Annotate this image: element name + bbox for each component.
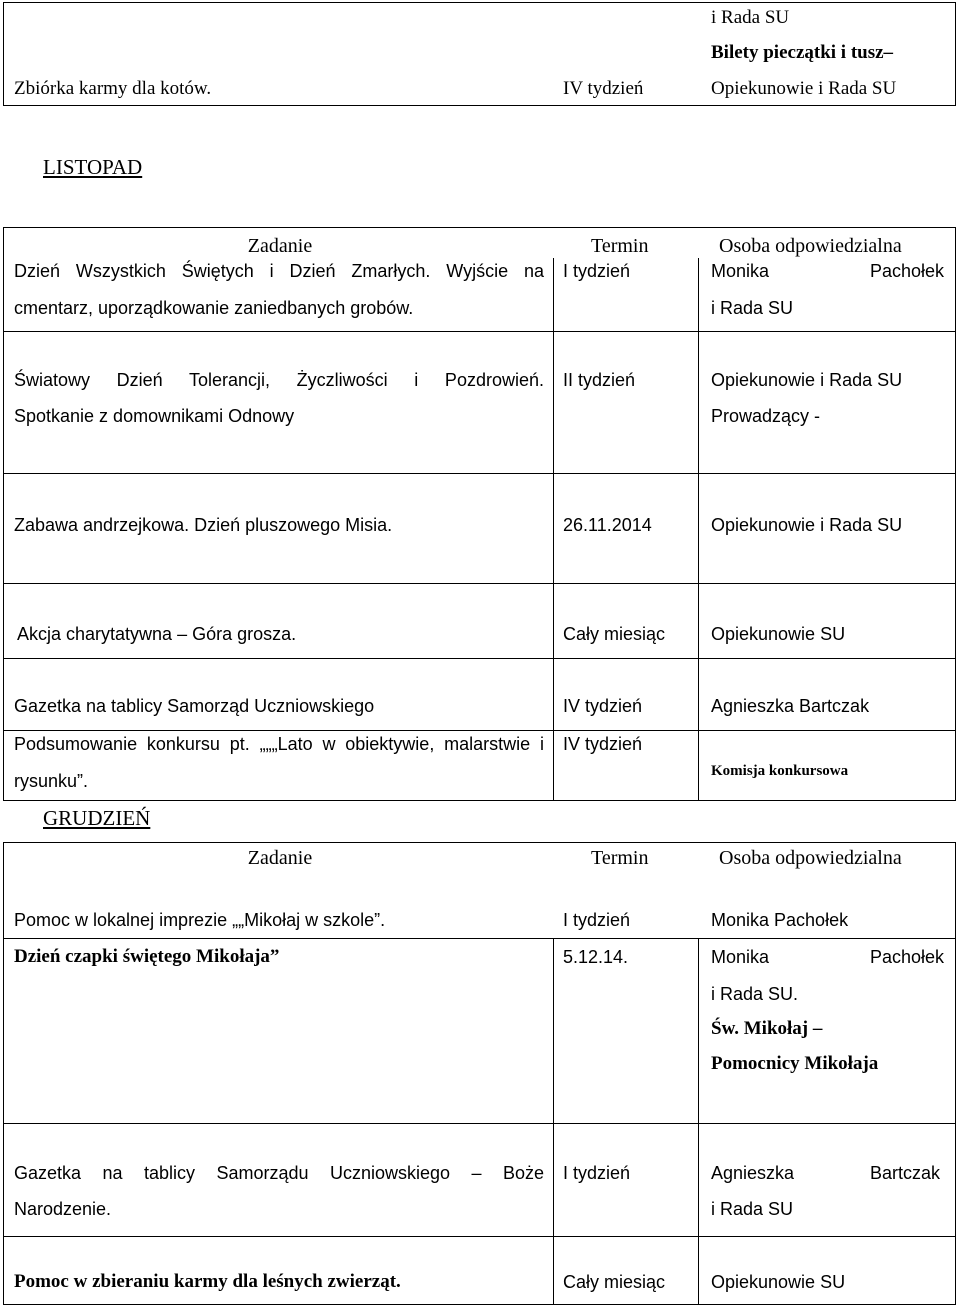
- person-cell: Agnieszka Bartczak: [711, 696, 870, 716]
- term-cell: IV tydzień: [563, 734, 643, 754]
- table-border: [3, 938, 955, 939]
- table-border: [955, 842, 956, 1305]
- person-cell: i Rada SU: [711, 7, 790, 28]
- section-heading: GRUDZIEŃ: [43, 806, 151, 830]
- table-border: [3, 105, 955, 106]
- task-cell: rysunku”.: [14, 771, 89, 791]
- table-border: [3, 842, 4, 1305]
- person-cell: Św. Mikołaj –: [711, 1018, 823, 1039]
- task-cell: cmentarz, uporządkowanie zaniedbanych grobów.: [14, 298, 414, 318]
- person-cell: Pachołek: [870, 947, 945, 967]
- task-cell: Spotkanie z domownikami Odnowy: [14, 406, 295, 426]
- person-cell: i Rada SU: [711, 298, 794, 318]
- task-cell: Dzień czapki świętego Mikołaja”: [14, 946, 280, 967]
- table-border: [553, 938, 554, 1305]
- person-cell: i Rada SU.: [711, 984, 799, 1004]
- term-cell: 26.11.2014: [563, 515, 652, 535]
- person-cell: Pachołek: [870, 261, 945, 281]
- table-border: [3, 2, 955, 3]
- table-border: [3, 227, 4, 801]
- term-cell: IV tydzień: [563, 696, 643, 716]
- table-border: [553, 258, 554, 801]
- table-border: [3, 842, 955, 843]
- task-cell: Gazetka na tablicy Samorząd Uczniowskiego: [14, 696, 375, 716]
- term-cell: IV tydzień: [563, 78, 644, 99]
- section-heading: LISTOPAD: [43, 155, 143, 179]
- term-cell: Cały miesiąc: [563, 624, 666, 644]
- table-border: [698, 938, 699, 1305]
- column-header-term: Termin: [591, 847, 649, 869]
- task-cell: Dzień Wszystkich Świętych i Dzień Zmarłych. Wyjście na: [14, 261, 544, 281]
- person-cell: Bartczak: [870, 1163, 941, 1183]
- column-header-task: Zadanie: [247, 847, 313, 869]
- column-header-task: Zadanie: [247, 235, 313, 257]
- person-cell: Komisja konkursowa: [711, 763, 849, 779]
- person-cell: Opiekunowie i Rada SU: [711, 370, 903, 390]
- task-cell: Gazetka na tablicy Samorządu Uczniowskiego – Boże: [14, 1163, 544, 1183]
- person-cell: Agnieszka: [711, 1163, 795, 1183]
- term-cell: I tydzień: [563, 1163, 631, 1183]
- table-border: [3, 1236, 955, 1237]
- term-cell: Cały miesiąc: [563, 1272, 666, 1292]
- column-header-person: Osoba odpowiedzialna: [719, 235, 902, 257]
- term-cell: 5.12.14.: [563, 947, 629, 967]
- term-cell: II tydzień: [563, 370, 636, 390]
- task-cell: Narodzenie.: [14, 1199, 112, 1219]
- table-border: [3, 730, 955, 731]
- person-cell: Prowadzący -: [711, 406, 821, 426]
- person-cell: i Rada SU: [711, 1199, 794, 1219]
- person-cell: Opiekunowie SU: [711, 624, 846, 644]
- table-border: [3, 227, 955, 228]
- table-border: [698, 258, 699, 801]
- table-border: [955, 227, 956, 801]
- table-border: [955, 2, 956, 106]
- task-cell: Zabawa andrzejkowa. Dzień pluszowego Misia.: [14, 515, 393, 535]
- person-cell: Monika Pachołek: [711, 910, 849, 930]
- person-cell: Pomocnicy Mikołaja: [711, 1053, 879, 1074]
- table-border: [3, 473, 955, 474]
- table-border: [3, 331, 955, 332]
- task-cell: Pomoc w zbieraniu karmy dla leśnych zwierząt.: [14, 1271, 401, 1292]
- person-cell: Monika: [711, 261, 770, 281]
- person-cell: Monika: [711, 947, 770, 967]
- table-border: [3, 1304, 955, 1305]
- task-cell: Światowy Dzień Tolerancji, Życzliwości i Pozdrowień.: [14, 370, 544, 390]
- term-cell: I tydzień: [563, 261, 631, 281]
- person-cell: Opiekunowie i Rada SU: [711, 515, 903, 535]
- column-header-person: Osoba odpowiedzialna: [719, 847, 902, 869]
- table-border: [3, 2, 4, 106]
- person-cell: Opiekunowie SU: [711, 1272, 846, 1292]
- column-header-term: Termin: [591, 235, 649, 257]
- task-cell: Pomoc w lokalnej imprezie „„Mikołaj w szkole”.: [14, 910, 386, 930]
- table-border: [3, 1123, 955, 1124]
- person-cell: Bilety pieczątki i tusz–: [711, 42, 894, 63]
- person-cell: Opiekunowie i Rada SU: [711, 78, 897, 99]
- term-cell: I tydzień: [563, 910, 631, 930]
- table-border: [3, 658, 955, 659]
- table-border: [3, 583, 955, 584]
- task-cell: Podsumowanie konkursu pt. „„„Lato w obiektywie, malarstwie i: [14, 734, 544, 754]
- task-cell: Zbiórka karmy dla kotów.: [14, 78, 212, 99]
- task-cell: Akcja charytatywna – Góra grosza.: [17, 624, 297, 644]
- table-border: [3, 800, 955, 801]
